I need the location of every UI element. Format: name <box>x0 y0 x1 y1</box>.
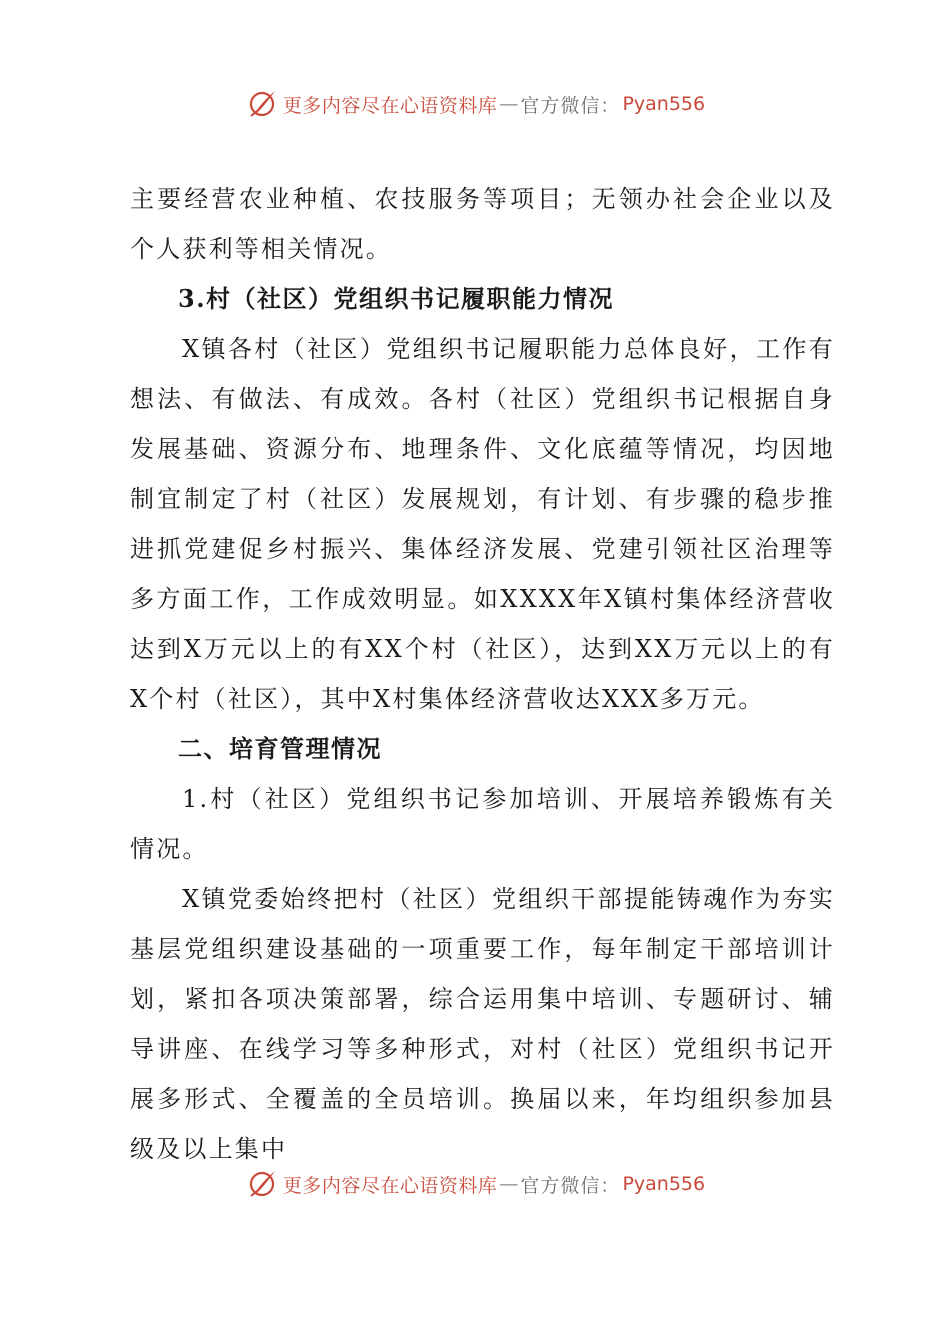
paragraph-training-title: 1.村（社区）党组织书记参加培训、开展培养锻炼有关情况。 <box>130 785 835 863</box>
paragraph-training: X镇党委始终把村（社区）党组织干部提能铸魂作为夯实基层党组织建设基础的一项重要工作，每年制定干部培训计划，紧扣各项决策部署，综合运用集中培训、专题研讨、辅导讲座、在线学习等多种形式，对村（社区）党组织书记开展多形式、全覆盖的全员培训。换届以来，年均组织参加县级及以上集中 <box>130 885 835 1163</box>
watermark-wechat-id: Pyan556 <box>622 1173 706 1195</box>
watermark-separator: — <box>499 1173 519 1195</box>
watermark-separator: — <box>499 93 519 115</box>
quill-logo-icon <box>245 1167 279 1201</box>
watermark-wechat-label: 官方微信： <box>520 94 621 117</box>
document-body <box>130 174 835 1174</box>
watermark-wechat-id: Pyan556 <box>622 93 706 115</box>
watermark-banner-bottom <box>0 1164 950 1204</box>
paragraph-continuation: 主要经营农业种植、农技服务等项目；无领办社会企业以及个人获利等相关情况。 <box>130 185 835 263</box>
section-heading-3: 3.村（社区）党组织书记履职能力情况 <box>178 284 615 313</box>
watermark-banner-top <box>0 84 950 124</box>
watermark-wechat-label: 官方微信： <box>520 1174 621 1197</box>
watermark-main-text: 更多内容尽在心语资料库 <box>282 1174 498 1197</box>
watermark-main-text: 更多内容尽在心语资料库 <box>282 94 498 117</box>
paragraph-performance: X镇各村（社区）党组织书记履职能力总体良好，工作有想法、有做法、有成效。各村（社区）党组织书记根据自身发展基础、资源分布、地理条件、文化底蕴等情况，均因地制宜制定了村（社区）发展规划，有计划、有步骤的稳步推进抓党建促乡村振兴、集体经济发展、党建引领社区治理等多方面工作，工作成效明显。如XXXX年X镇村集体经济营收达到X万元以上的有XX个村（社区），达到XX万元以上的有X个村（社区），其中X村集体经济营收达XXX多万元。 <box>130 335 835 713</box>
quill-logo-icon <box>245 87 279 121</box>
section-heading-2: 二、培育管理情况 <box>178 734 382 763</box>
